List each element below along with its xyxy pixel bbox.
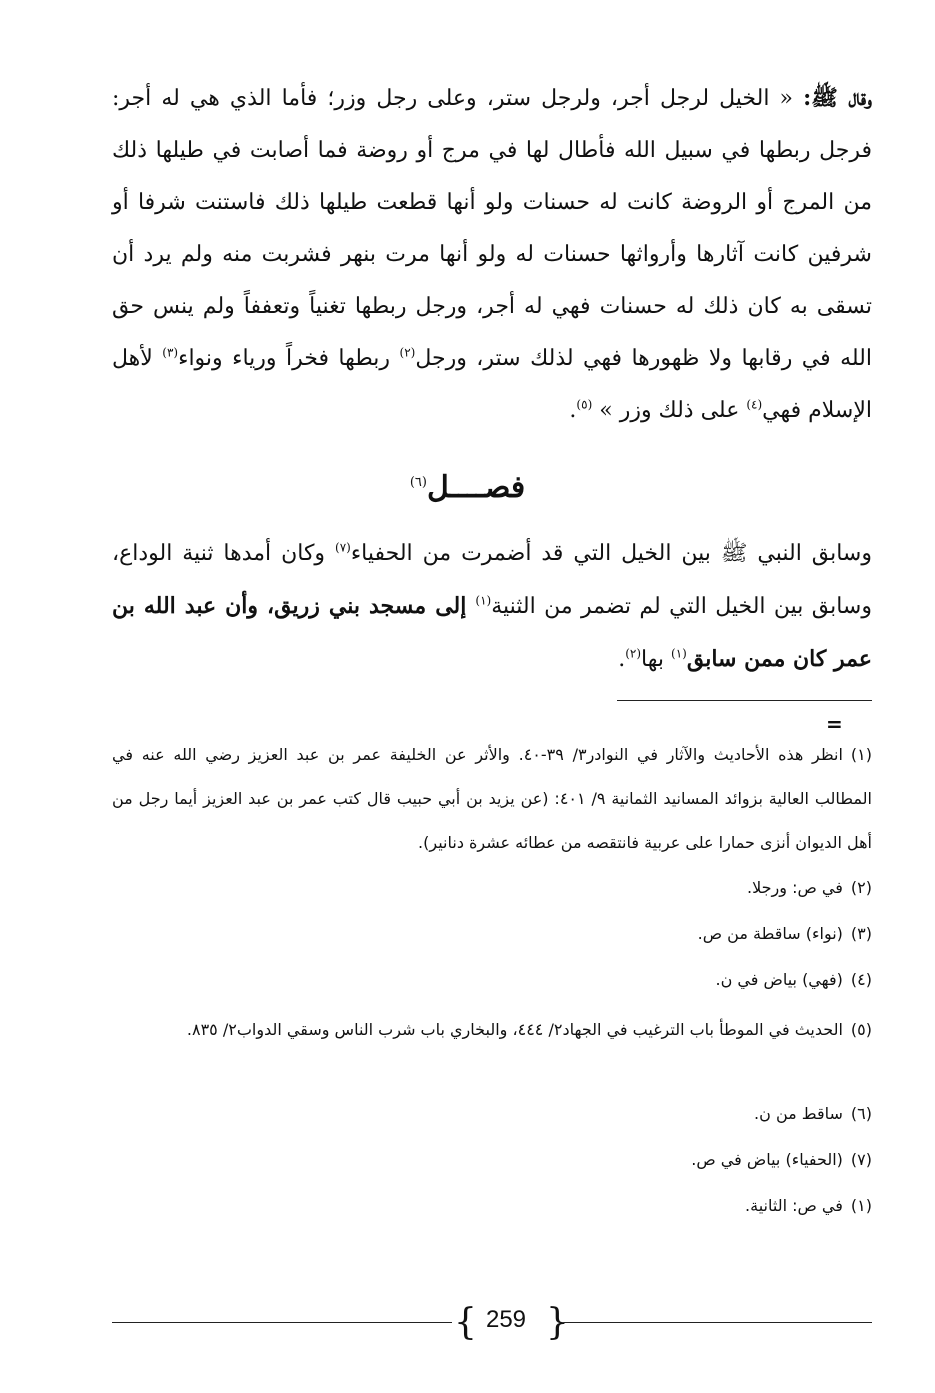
footnote-text: (نواء) ساقطة من ص. — [697, 924, 843, 943]
footnote-number: (٦) — [850, 1104, 872, 1123]
page-number-brace: { — [454, 1302, 477, 1343]
footer-rule — [564, 1322, 872, 1323]
paragraph-text: بها — [641, 647, 672, 672]
footnote — [112, 1149, 872, 1171]
page-number: 259 — [485, 1306, 527, 1333]
footnote — [112, 1103, 872, 1125]
paragraph-text: على ذلك وزر » — [592, 398, 747, 423]
footnote-text: ساقط من ن. — [754, 1104, 843, 1123]
paragraph-text: لأهل الإسلام فهي — [112, 346, 872, 423]
footnote-number: (٥) — [850, 1020, 872, 1039]
page-number-brace: } — [546, 1302, 569, 1343]
footnote-ref: (٥) — [576, 397, 593, 412]
hadith-paragraph — [112, 72, 872, 437]
footnote — [112, 733, 872, 865]
footnote-ref: (٦) — [409, 475, 427, 490]
footnote-number: (٤) — [850, 970, 872, 989]
footnote-text: (الحفياء) بياض في ص. — [691, 1150, 843, 1169]
footnote-number: (١) — [850, 745, 872, 764]
footnote — [112, 877, 872, 899]
footnote-text: (فهي) بياض في ن. — [715, 970, 843, 989]
paragraph-text: وكان أمدها ثنية الوداع، وسابق بين الخيل التي لم تضمر من الثنية — [112, 541, 872, 619]
paragraph-text: وسابق النبي ﷺ بين الخيل التي قد أضمرت من الحفياء — [350, 541, 872, 566]
footnote-ref: (١) — [671, 646, 687, 661]
continuation-mark: = — [826, 712, 843, 736]
footnote-ref: (٤) — [746, 397, 763, 412]
footnote-text: في ص: الثانية. — [745, 1196, 843, 1215]
footnote-number: (٧) — [850, 1150, 872, 1169]
footnote-number: (٢) — [850, 878, 872, 897]
footnote — [112, 923, 872, 945]
paragraph-text: . — [569, 398, 577, 423]
footnote — [112, 1195, 872, 1217]
footnote-number: (٣) — [850, 924, 872, 943]
paragraph-lead: وقال ﷺ: — [803, 85, 873, 111]
race-paragraph — [112, 528, 872, 686]
footnote-ref: (١) — [475, 593, 492, 608]
footer-rule — [112, 1322, 452, 1323]
footnote — [112, 969, 872, 991]
section-heading — [0, 470, 935, 505]
section-heading-text: فصــــل — [426, 470, 526, 505]
footnote-text: الحديث في الموطأ باب الترغيب في الجهاد٢/ ٤٤٤، والبخاري باب شرب الناس وسقي الدواب٢/ ٨٣٥. — [186, 1020, 843, 1039]
page-footer — [112, 1300, 872, 1346]
paragraph-text: إلى مسجد بني زريق، وأن عبد الله بن عمر كان ممن سابق — [112, 593, 872, 672]
footnote-ref: (٢) — [625, 646, 642, 661]
paragraph-text: ربطها فخراً ورياء ونواء — [178, 346, 400, 371]
footnote-ref: (٢) — [399, 345, 416, 360]
paragraph-text: . — [618, 647, 626, 672]
footnote-separator — [617, 700, 872, 701]
footnote-text: في ص: ورجلا. — [747, 878, 843, 897]
footnote-number: (١) — [850, 1196, 872, 1215]
footnote-ref: (٧) — [335, 540, 351, 555]
footnote-text: انظر هذه الأحاديث والآثار في النوادر٣/ ٣٩-٤٠. والأثر عن الخليفة عمر بن عبد العزيز رضي الله عنه في المطالب العالية بزوائد المسانيد الثمانية ٩/ ٤٠١: (عن يزيد بن أبي حبيب قال كتب عمر بن عبد العزيز أيما رجل من أهل الديوان أنزى حمارا على عربية فانتقصه من عطائه عشرة دنانير). — [112, 745, 872, 852]
footnote — [112, 1019, 872, 1041]
footnote-ref: (٣) — [162, 345, 179, 360]
paragraph-text: « الخيل لرجل أجر، ولرجل ستر، وعلى رجل وزر؛ فأما الذي هي له أجر: فرجل ربطها في سبيل الله فأطال لها في مرج أو روضة فما أصابت في طيلها ذلك من المرج أو الروضة كانت له حسنات ولو أنها قطعت طيلها ذلك فاستنت شرفا أو شرفين كانت آثارها وأرواثها حسنات له ولو أنها مرت بنهر فشربت منه ولم يرد أن تسقى به كان ذلك له حسنات فهي له أجر، ورجل ربطها تغنياً وتعففاً ولم ينس حق الله في رقابها ولا ظهورها فهي لذلك ستر، ورجل — [112, 86, 872, 371]
